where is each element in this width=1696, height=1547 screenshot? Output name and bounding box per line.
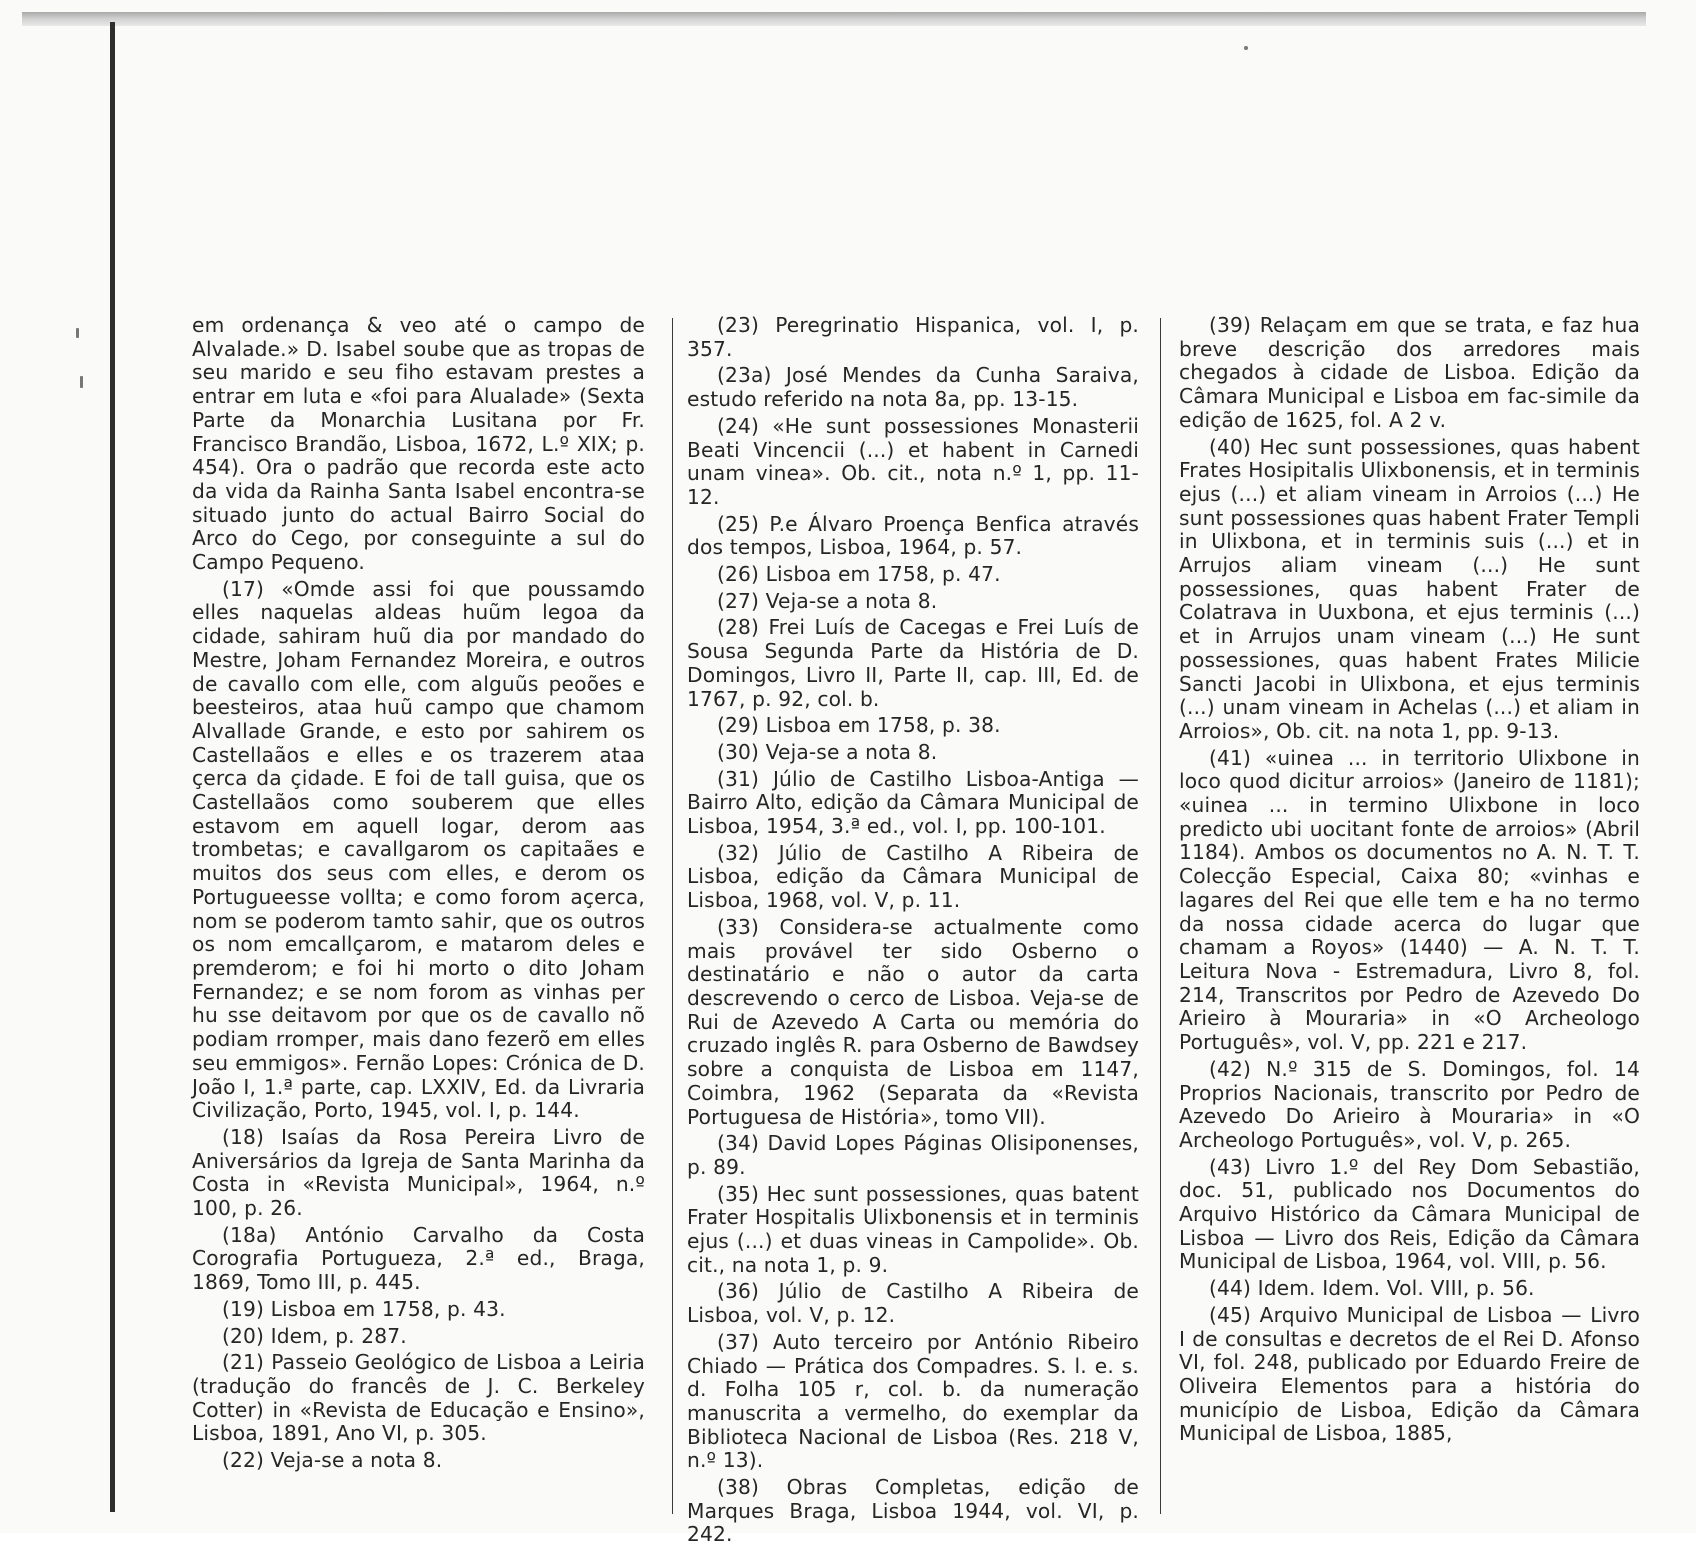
footnote-17: (17) «Omde assi foi que poussamdo elles naquelas aldeas huũm legoa da cidade, sahiram huũ dia por mandado do Mestre, Joham Fernandez Moreira, e outros de cavallo com elle, com alguũs peoões e beesteiros, ataa huũ campo que chamom Alvallade Grande, e esto por sahirem os Castellaãos e elles e os trazerem ataa çerca da çidade. E foi de tall guisa, que os Castellaãos como souberem que elles estavom em aquell logar, derom aas trombetas; e cavallgarom os capitaães e muitos dos seus com elles, e derom os Portugueesse vollta; e como forom açerca, nom se poderom tamto sahir, que os outros os nom emcallçarom, e matarom deles e premderom; e foi hi morto o dito Joham Fernandez; e se nom forom as vinhas per hu sse deitavom por que os de cavallo nõ podiam rromper, mais dano fezerõ em elles seu emmigos». Fernão Lopes: Crónica de D. João I, 1.ª parte, cap. LXXIV, Ed. da Livraria Civilização, Porto, 1945, vol. I, p. 144. (192, 576, 645, 1123)
footnote-30: (30) Veja-se a nota 8. (717, 739, 938, 764)
column-divider-1 (672, 318, 673, 1514)
text-column-2 (687, 313, 1139, 1547)
footnote-35: (35) Hec sunt possessiones, quas batent Frater Hospitalis Ulixbonensis et in terminis ejus (...) et duas vineas in Campolide». Ob. cit., na nota 1, p. 9. (687, 1181, 1139, 1277)
footnote-45: (45) Arquivo Municipal de Lisboa — Livro I de consultas e decretos de el Rei D. Afonso VI, fol. 248, publicado por Eduardo Freire de Oliveira Elementos para a história do município de Lisboa, Edição da Câmara Municipal de Lisboa, 1885, (1179, 1302, 1640, 1446)
footnote-24: (24) «He sunt possessiones Monasterii Beati Vincencii (...) et habent in Carnedi unam vinea». Ob. cit., nota n.º 1, pp. 11-12. (687, 413, 1139, 509)
footnote-23a: (23a) José Mendes da Cunha Saraiva, estudo referido na nota 8a, pp. 13-15. (687, 363, 1139, 412)
footnote-19: (19) Lisboa em 1758, p. 43. (222, 1296, 506, 1321)
footnote-34: (34) David Lopes Páginas Olisiponenses, p. 89. (687, 1131, 1139, 1179)
scan-edge-band (22, 12, 1646, 26)
footnote-26: (26) Lisboa em 1758, p. 47. (717, 562, 1001, 587)
footnote-18a: (18a) António Carvalho da Costa Corografia Portugueza, 2.ª ed., Braga, 1869, Tomo III, p. 445. (192, 1222, 645, 1295)
text-column-3 (1179, 314, 1640, 1524)
footnote-36: (36) Júlio de Castilho A Ribeira de Lisboa, vol. V, p. 12. (687, 1279, 1139, 1328)
footnote-18: (18) Isaías da Rosa Pereira Livro de Aniversários da Igreja de Santa Marinha da Costa in «Revista Municipal», 1964, n.º 100, p. 26. (192, 1124, 645, 1221)
footnote-32: (32) Júlio de Castilho A Ribeira de Lisboa, edição da Câmara Municipal de Lisboa, 1968, vol. V, p. 11. (687, 840, 1139, 913)
stray-mark (80, 376, 83, 388)
footnote-39: (39) Relaçam em que se trata, e faz hua breve descrição dos arredores mais chegados à cidade de Lisboa. Edição da Câmara Municipal e Lisboa em fac-simile da edição de 1625, fol. A 2 v. (1179, 313, 1640, 432)
footnote-22: (22) Veja-se a nota 8. (222, 1448, 443, 1473)
footnote-29: (29) Lisboa em 1758, p. 38. (717, 713, 1001, 738)
footnote-20: (20) Idem, p. 287. (222, 1323, 407, 1348)
footnote-42: (42) N.º 315 de S. Domingos, fol. 14 Proprios Nacionais, transcrito por Pedro de Azevedo Do Arieiro à Mouraria» in «O Archeologo Português», vol. V, p. 265. (1179, 1056, 1640, 1152)
text-column-1 (192, 314, 645, 1524)
column-divider-2 (1160, 318, 1161, 1514)
footnote-43: (43) Livro 1.º del Rey Dom Sebastião, doc. 51, publicado nos Documentos do Arquivo Histórico da Câmara Municipal de Lisboa — Livro dos Reis, Edição da Câmara Municipal de Lisboa, 1964, vol. VIII, p. 56. (1179, 1154, 1640, 1274)
footnote-27: (27) Veja-se a nota 8. (717, 588, 938, 613)
footnote-41: (41) «uinea ... in territorio Ulixbone in loco quod dicitur arroios» (Janeiro de 1181); «uinea ... in termino Ulixbone in loco predicto ubi uocitant fonte de arroios» (Abril 1184). Ambos os documentos no A. N. T. T. Colecção Especial, Caixa 80; «vinhas e lagares del Rei que elle tem e ha no termo da nossa cidade acerca do lugar que chamam a Royos» (1440) — A. N. T. T. Leitura Nova - Estremadura, Livro 8, fol. 214, Transcritos por Pedro de Azevedo Do Arieiro à Mouraria» in «O Archeologo Português», vol. V, pp. 221 e 217. (1179, 745, 1640, 1055)
footnote-37: (37) Auto terceiro por António Ribeiro Chiado — Prática dos Compadres. S. l. e. s. d. Folha 105 r, col. b. da numeração manuscrita a vermelho, do exemplar da Biblioteca Nacional de Lisboa (Res. 218 V, n.º 13). (687, 1329, 1139, 1473)
footnote-33: (33) Considera-se actualmente como mais provável ter sido Osberno o destinatário e não o autor da carta descrevendo o cerco de Lisboa. Veja-se de Rui de Azevedo A Carta ou memória do cruzado inglês R. para Osberno de Bawdsey sobre a conquista de Lisboa em 1147, Coimbra, 1962 (Separata da «Revista Portuguesa de História», tomo VII). (687, 914, 1139, 1129)
footnote-28: (28) Frei Luís de Cacegas e Frei Luís de Sousa Segunda Parte da História de D. Domingos, Livro II, Parte II, cap. III, Ed. de 1767, p. 92, col. b. (687, 615, 1139, 711)
stray-mark (76, 328, 79, 338)
footnote-23: (23) Peregrinatio Hispanica, vol. I, p. 357. (687, 313, 1139, 361)
footnote-21: (21) Passeio Geológico de Lisboa a Leiria (tradução do francês de J. C. Berkeley Cotter) in «Revista de Educação e Ensino», Lisboa, 1891, Ano VI, p. 305. (192, 1350, 645, 1446)
footnote-44: (44) Idem. Idem. Vol. VIII, p. 56. (1209, 1276, 1535, 1301)
left-margin-rule (110, 22, 115, 1512)
footnote-38: (38) Obras Completas, edição de Marques Braga, Lisboa 1944, vol. VI, p. 242. (687, 1475, 1139, 1547)
footnote-40: (40) Hec sunt possessiones, quas habent Frates Hosipitalis Ulixbonensis, et in terminis ejus (...) et aliam vineam in Arroios (...) He sunt possessiones quas habent Frater Templi in Ulixbona, et in terminis suis (...) et in Arrujos aliam vineam (...) He sunt possessiones, quas habent Frater de Colatrava in Uuxbona, et ejus terminis (...) et in Arrujos unam vineam (...) He sunt possessiones, quas habent Frates Milicie Sancti Jacobi in Ulixbona, et ejus terminis (...) unam vineam in Achelas (...) et aliam in Arroios», Ob. cit. na nota 1, pp. 9-13. (1179, 434, 1640, 743)
stray-mark (1244, 46, 1248, 50)
footnote-31: (31) Júlio de Castilho Lisboa-Antiga — Bairro Alto, edição da Câmara Municipal de Lisboa, 1954, 3.ª ed., vol. I, pp. 100-101. (687, 766, 1139, 839)
footnote-25: (25) P.e Álvaro Proença Benfica através dos tempos, Lisboa, 1964, p. 57. (687, 511, 1139, 560)
paragraph: em ordenança & veo até o campo de Alvalade.» D. Isabel soube que as tropas de seu marido e seu fiho estavam prestes a entrar em luta e «foi para Alualade» (Sexta Parte da Monarchia Lusitana por Fr. Francisco Brandão, Lisboa, 1672, L.º XIX; p. 454). Ora o padrão que recorda este acto da vida da Rainha Santa Isabel encontra-se situado junto do actual Bairro Social do Arco do Cego, por conseguinte a sul do Campo Pequeno. (192, 313, 645, 575)
